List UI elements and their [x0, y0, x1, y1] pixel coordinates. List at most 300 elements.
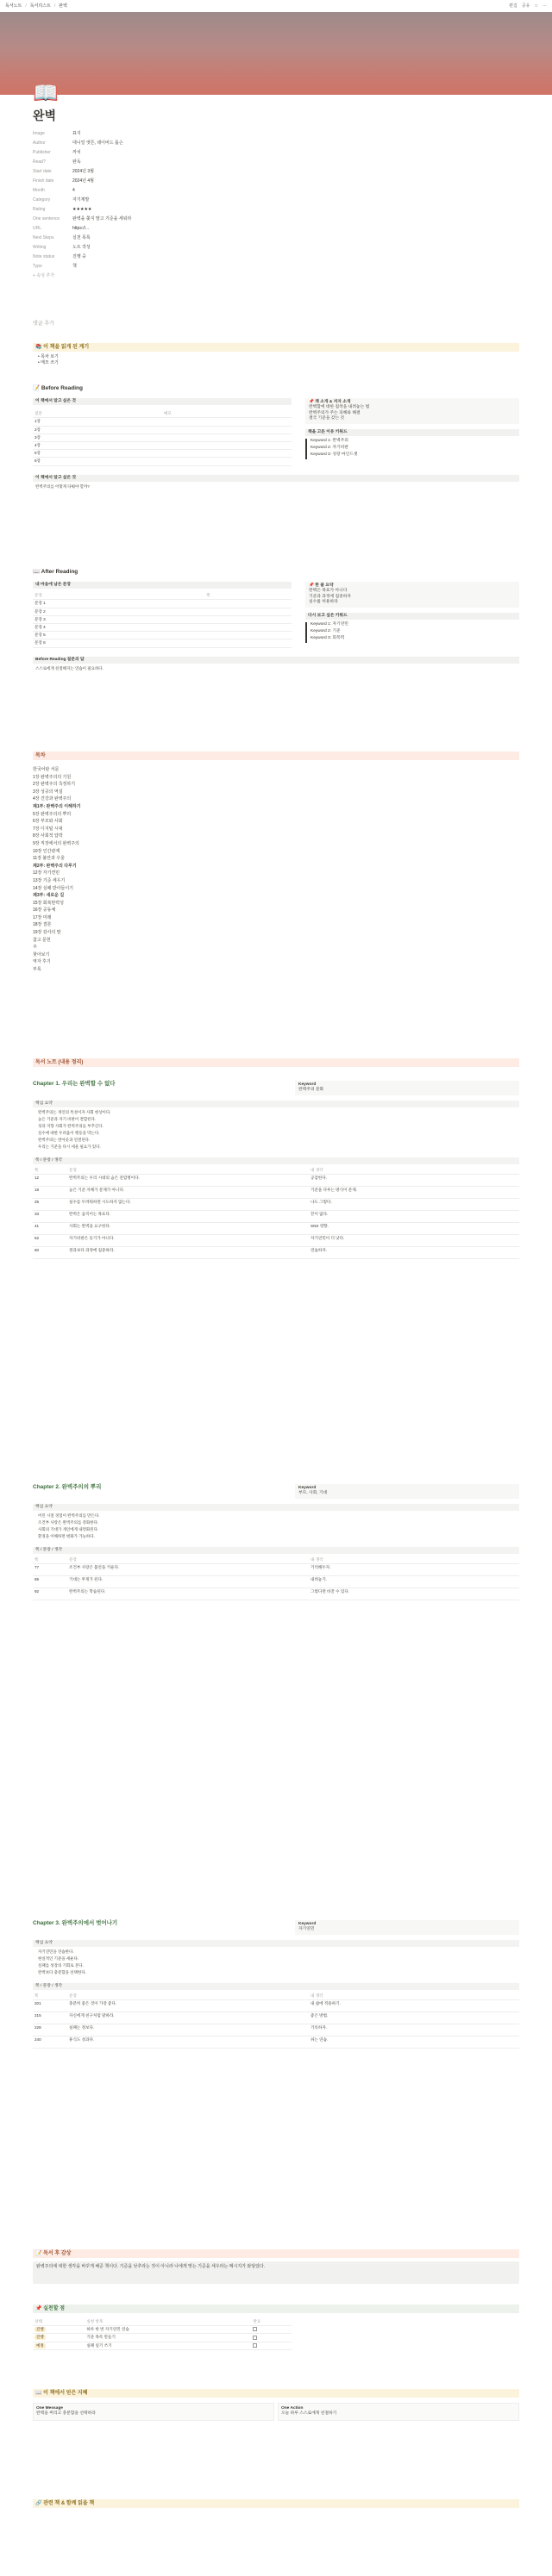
comment-placeholder[interactable]: 댓글 추가 [33, 321, 54, 327]
property-row[interactable] [33, 253, 516, 262]
table-cell[interactable]: 6장 [33, 458, 162, 465]
table-cell[interactable]: 4장 [33, 441, 162, 449]
table-cell[interactable] [162, 458, 292, 465]
table-cell[interactable]: 공감한다. [309, 1175, 519, 1187]
toc-item[interactable]: 18장 결론 [33, 922, 52, 928]
column-header: 쪽 [33, 1556, 67, 1564]
properties [33, 129, 516, 281]
summary-label: 핵심 요약 [33, 1940, 519, 1947]
table-cell[interactable]: 18 [33, 1187, 67, 1199]
chapter-title: Chapter 3. 완벽주의에서 벗어나기 [33, 1920, 118, 1926]
summary-item: 완벽보다 충분함을 선택한다. [38, 1969, 86, 1974]
toc-item[interactable]: 12장 자기연민 [33, 870, 60, 876]
property-value[interactable]: https://... [72, 226, 90, 232]
toc-item[interactable]: 11장 불안과 우울 [33, 856, 65, 862]
property-value[interactable]: 노트 작성 [72, 245, 91, 251]
toc-item[interactable]: 한국어판 서문 [33, 767, 60, 772]
table-cell[interactable]: 연습하자. [309, 1247, 519, 1259]
property-value[interactable]: 실천 목록 [72, 235, 91, 241]
more-icon[interactable]: ⋯ [543, 3, 547, 9]
table-cell[interactable]: 3장 [33, 433, 162, 441]
done-checkbox[interactable] [251, 2334, 292, 2342]
toc-item[interactable]: 제2부: 완벽주의 다루기 [33, 863, 77, 869]
intro-line: 완벽함에 대한 집착을 내려놓는 법 [309, 405, 370, 410]
keyword-value[interactable]: 완벽주의 문화 [298, 1088, 324, 1093]
column-header: 완료 [251, 2318, 292, 2326]
table-cell[interactable]: 201 [33, 2000, 67, 2012]
table-cell[interactable]: 완벽은 움직이는 목표다. [67, 1211, 309, 1223]
summary-label: 핵심 요약 [33, 1101, 519, 1107]
summary-item: 완벽주의는 개인의 특성이자 사회 현상이다. [38, 1109, 111, 1114]
one-action-title: One Action [281, 2406, 304, 2411]
breadcrumb-item[interactable]: 완벽 [59, 3, 67, 9]
chapter-keyword-box [295, 1920, 519, 1935]
table-row[interactable] [33, 1576, 519, 1588]
summary-item: 자기연민을 연습한다. [38, 1949, 74, 1954]
summary-label: 핵심 요약 [33, 1504, 519, 1511]
table-cell[interactable]: 내려놓기. [309, 1576, 519, 1588]
page-title[interactable]: 완벽 [33, 109, 57, 123]
column-header: 상태 [33, 2318, 85, 2326]
action-section [33, 2305, 519, 2350]
summary-item: 실패를 성장의 기회로 본다. [38, 1962, 84, 1968]
keyword-label: Keyword [298, 1922, 317, 1926]
column-header: 쪽 [204, 592, 292, 600]
column-header: 질문 [33, 410, 162, 418]
table-cell[interactable]: 기준 목록 만들기 [85, 2334, 251, 2342]
property-row[interactable] [33, 234, 516, 243]
breadcrumb-item[interactable]: 독서노트 [5, 3, 22, 9]
chapter-table [33, 1993, 519, 2049]
table-row[interactable] [33, 450, 292, 458]
table-cell[interactable]: 자기연민이 더 낫다. [309, 1235, 519, 1247]
summary-item: 높은 기준과 자기 비판이 결합된다. [38, 1116, 97, 1121]
table-row[interactable] [33, 2000, 519, 2012]
table-row[interactable] [33, 1175, 519, 1187]
chapter-table-title: 쪽 / 문장 / 생각 [33, 1157, 519, 1164]
keyword-value[interactable]: 자기연민 [298, 1927, 315, 1932]
property-value[interactable]: 표지 [72, 131, 81, 137]
table-row[interactable] [33, 433, 292, 441]
table-cell[interactable]: 문장 4 [33, 623, 204, 631]
property-row[interactable] [33, 243, 516, 253]
toc-item[interactable]: 7장 디지털 시대 [33, 826, 63, 832]
summary-item: 조건부 사랑은 완벽주의를 강화한다. [38, 1519, 99, 1525]
table-cell[interactable]: 85 [33, 1576, 67, 1588]
toc-item[interactable]: 15장 회복탄력성 [33, 900, 64, 906]
summary-item: 어린 시절 경험이 완벽주의를 만든다. [38, 1513, 100, 1518]
reason-section [33, 343, 519, 366]
property-key: Author [33, 140, 46, 147]
property-row[interactable] [33, 196, 516, 205]
status-badge[interactable]: 진행 [33, 2326, 85, 2334]
toc-item[interactable]: 참고 문헌 [33, 937, 51, 943]
toc-item[interactable]: 5장 완벽주의의 뿌리 [33, 811, 72, 817]
table-cell[interactable] [162, 433, 292, 441]
column-header: 쪽 [33, 1167, 67, 1175]
property-value[interactable]: 까치 [72, 150, 81, 156]
property-key: Writing [33, 245, 47, 251]
table-row[interactable] [33, 2326, 292, 2334]
before-reading-heading: 📝 Before Reading [33, 385, 83, 391]
column-header: 쪽 [33, 1993, 67, 2000]
before-reading-section [33, 385, 519, 492]
notes-heading: 독서 노트 (내용 정리) [33, 1058, 519, 1067]
done-checkbox[interactable] [251, 2342, 292, 2349]
table-cell[interactable] [204, 623, 292, 631]
keyword-title: 다시 보고 싶은 키워드 [305, 613, 519, 620]
after-table-title: 내 마음에 남은 문장 [33, 582, 292, 589]
table-row[interactable] [33, 1211, 519, 1223]
table-cell[interactable] [204, 600, 292, 608]
column-header: 문장 [67, 1556, 309, 1564]
done-checkbox[interactable] [251, 2326, 292, 2334]
table-cell[interactable]: 결과보다 과정에 집중하라. [67, 1247, 309, 1259]
table-cell[interactable]: 문장 2 [33, 608, 204, 615]
table-cell[interactable]: 그렇다면 바꿀 수 있다. [309, 1588, 519, 1600]
property-key: Month [33, 188, 45, 194]
property-key: Image [33, 131, 45, 137]
keyword-label: Keyword [298, 1082, 317, 1087]
property-value[interactable]: 대니얼 앳튼, 데이비드 롭슨 [72, 140, 123, 147]
keyword-item: Keyword 1: 자기연민 [305, 622, 519, 629]
table-cell[interactable] [162, 426, 292, 433]
table-cell[interactable] [162, 450, 292, 458]
edit-button[interactable]: 편집 [509, 3, 518, 9]
one-message-title: One Message [36, 2406, 63, 2411]
property-key: Category [33, 197, 51, 203]
after-reading-heading: 📖 After Reading [33, 569, 78, 575]
chapter-title: Chapter 2. 완벽주의의 뿌리 [33, 1484, 102, 1490]
chapter-keyword-box [295, 1081, 519, 1095]
property-row[interactable] [33, 148, 516, 158]
book-intro-box [305, 398, 519, 424]
table-cell[interactable]: 끝이 없다. [309, 1211, 519, 1223]
table-cell[interactable]: 휴식도 성과다. [67, 2036, 309, 2049]
table-row[interactable] [33, 1564, 519, 1576]
property-key: One sentence [33, 216, 60, 222]
column-header: 실천 항목 [85, 2318, 251, 2326]
table-row[interactable] [33, 1199, 519, 1211]
question-text[interactable]: 완벽주의를 어떻게 다뤄야 할까? [35, 484, 90, 490]
column-header: 내 생각 [309, 1556, 519, 1564]
property-value[interactable]: 자기계발 [72, 197, 90, 203]
toc-item[interactable]: 14장 실패 받아들이기 [33, 885, 73, 891]
toc-item[interactable]: 19장 감사의 말 [33, 930, 61, 936]
property-key: Read? [33, 159, 46, 165]
table-cell[interactable]: 하루 한 번 자기연민 연습 [85, 2326, 251, 2334]
table-cell[interactable] [204, 639, 292, 647]
property-key: Type [33, 264, 42, 270]
share-button[interactable]: 공유 [521, 3, 530, 9]
top-actions [509, 3, 547, 9]
table-cell[interactable]: 문장 1 [33, 600, 204, 608]
table-cell[interactable]: 실패 일기 쓰기 [85, 2342, 251, 2349]
keyword-item: Keyword 3: 성장 마인드셋 [305, 452, 519, 459]
chapter-section [33, 1920, 519, 2049]
table-row[interactable] [33, 2036, 519, 2049]
one-message-text[interactable]: 완벽을 버리고 충분함을 선택하라 [36, 2411, 96, 2417]
chapter-table [33, 1556, 519, 1600]
table-cell[interactable]: 77 [33, 1564, 67, 1576]
table-cell[interactable]: 기억해두자. [309, 1564, 519, 1576]
property-value[interactable]: 완벽을 쫓지 말고 기준을 세워라 [72, 216, 132, 222]
table-cell[interactable]: SNS 영향. [309, 1223, 519, 1235]
intro-line: 결국 기준을 갖는 것 [309, 416, 345, 421]
table-cell[interactable]: 228 [33, 2024, 67, 2036]
table-cell[interactable]: 기대는 무게가 된다. [67, 1576, 309, 1588]
table-cell[interactable]: 완벽주의는 우리 시대의 숨은 전염병이다. [67, 1175, 309, 1187]
table-cell[interactable]: 25 [33, 1199, 67, 1211]
property-key: Rating [33, 207, 46, 213]
action-table [33, 2318, 292, 2350]
toc-item[interactable]: 부록 [33, 967, 41, 973]
table-cell[interactable]: 5장 [33, 450, 162, 458]
table-row[interactable] [33, 2342, 292, 2349]
property-value[interactable]: 2024년 3월 [72, 169, 94, 175]
keyword-item: Keyword 2: 자기비판 [305, 446, 519, 452]
table-row[interactable] [33, 1247, 519, 1259]
chapter-title: Chapter 1. 우리는 완벽할 수 없다 [33, 1081, 116, 1087]
table-cell[interactable] [162, 441, 292, 449]
table-row[interactable] [33, 600, 292, 608]
property-key: Note status [33, 254, 55, 260]
question-title: 이 책에서 알고 싶은 것 [33, 475, 519, 482]
table-cell[interactable] [204, 632, 292, 639]
table-cell[interactable] [204, 608, 292, 615]
property-value[interactable]: 진행 중 [72, 254, 86, 260]
notes-section [33, 1058, 519, 1067]
reason-heading: 📚 이 책을 읽게 된 계기 [33, 343, 519, 352]
keyword-item: Keyword 2: 기준 [305, 629, 519, 636]
book-intro-title: 📌 책 소개 & 저자 소개 [309, 399, 351, 404]
action-heading: 📌 실천할 점 [33, 2305, 519, 2313]
table-cell[interactable]: 쉬는 연습. [309, 2036, 519, 2049]
table-cell[interactable]: 215 [33, 2012, 67, 2024]
property-key: Publisher [33, 150, 51, 156]
toc-item[interactable]: 9장 직장에서의 완벽주의 [33, 840, 79, 846]
keyword-item: Keyword 3: 회복력 [305, 636, 519, 643]
table-cell[interactable]: 60 [33, 1247, 67, 1259]
table-cell[interactable]: 문장 6 [33, 639, 204, 647]
impression-section [33, 2249, 519, 2284]
after-table [33, 592, 292, 647]
table-row[interactable] [33, 1235, 519, 1247]
property-row[interactable] [33, 224, 516, 234]
property-value[interactable]: 책 [72, 264, 77, 270]
toc-item[interactable]: 10장 인간관계 [33, 848, 60, 854]
chapter-section [33, 1484, 519, 1600]
table-cell[interactable]: 1장 [33, 418, 162, 426]
book-icon[interactable]: 📖 [33, 82, 59, 105]
property-row[interactable] [33, 215, 516, 224]
table-cell[interactable]: 완벽주의는 학습된다. [67, 1588, 309, 1600]
summary-title: 📌 한 줄 요약 [309, 583, 334, 588]
property-value[interactable]: 4 [72, 188, 75, 194]
table-cell[interactable]: 내 삶에 적용하기. [309, 2000, 519, 2012]
table-row[interactable] [33, 1223, 519, 1235]
property-key: Start date [33, 169, 52, 175]
table-cell[interactable]: 12 [33, 1175, 67, 1187]
property-row[interactable] [33, 139, 516, 148]
table-row[interactable] [33, 418, 292, 426]
table-cell[interactable]: 240 [33, 2036, 67, 2049]
wisdom-heading: 📖 이 책에서 얻은 지혜 [33, 2389, 519, 2398]
property-row[interactable] [33, 205, 516, 215]
table-cell[interactable]: 실패는 정보다. [67, 2024, 309, 2036]
toc-item[interactable]: 주 [33, 945, 37, 951]
keyword-value[interactable]: 부모, 사회, 기대 [298, 1491, 328, 1496]
column-header: 문장 [67, 1167, 309, 1175]
property-key: URL [33, 226, 42, 232]
related-heading: 🔗 관련 책 & 함께 읽을 책 [33, 2499, 519, 2508]
answer-title: Before Reading 질문의 답 [33, 657, 519, 664]
table-cell[interactable]: 기준을 다루는 방식이 문제. [309, 1187, 519, 1199]
table-cell[interactable] [204, 615, 292, 623]
toc-item[interactable]: 13장 기준 세우기 [33, 877, 66, 883]
chapter-keyword-box [295, 1484, 519, 1499]
table-row[interactable] [33, 2334, 292, 2342]
keyword-label: Keyword [298, 1486, 317, 1490]
table-cell[interactable]: 2장 [33, 426, 162, 433]
chapter-table-title: 쪽 / 문장 / 생각 [33, 1983, 519, 1990]
chapter-section [33, 1081, 519, 1259]
table-row[interactable] [33, 615, 292, 623]
breadcrumb-separator: / [53, 3, 56, 9]
table-cell[interactable]: 충분히 좋은 것이 가장 좋다. [67, 2000, 309, 2012]
property-key: Finish date [33, 178, 54, 184]
summary-line: 완벽은 목표가 아니다 [309, 589, 348, 594]
toc-item[interactable]: 제1부: 완벽주의 이해하기 [33, 803, 81, 809]
summary-item: 완벽주의는 번아웃과 연결된다. [38, 1137, 91, 1142]
toc-item[interactable]: 1장 완벽주의의 기원 [33, 774, 72, 780]
table-cell[interactable]: 33 [33, 1211, 67, 1223]
toc-item[interactable]: 4장 건강과 완벽주의 [33, 796, 72, 802]
after-reading-section [33, 569, 519, 674]
toc-list [33, 767, 519, 975]
property-row[interactable] [33, 186, 516, 196]
toc-item[interactable]: 16장 공동체 [33, 908, 56, 914]
table-cell[interactable]: 41 [33, 1223, 67, 1235]
toc-item[interactable]: 6장 부모와 사회 [33, 819, 63, 825]
column-header: 문장 [33, 592, 204, 600]
status-badge[interactable]: 예정 [33, 2342, 85, 2349]
chapter-table [33, 1167, 519, 1259]
answer-text[interactable]: 스스로에게 친절해지는 연습이 필요하다. [35, 666, 104, 671]
table-row[interactable] [33, 458, 292, 465]
table-cell[interactable]: 52 [33, 1235, 67, 1247]
chapter-table-title: 쪽 / 문장 / 생각 [33, 1547, 519, 1554]
cover-image[interactable] [0, 12, 552, 95]
comment-area[interactable] [33, 321, 519, 327]
table-cell[interactable]: 문장 5 [33, 632, 204, 639]
toc-section [33, 752, 519, 975]
breadcrumb [5, 3, 67, 9]
toc-item[interactable]: 17장 미래 [33, 914, 52, 920]
toc-heading: 목차 [33, 752, 519, 760]
table-cell[interactable]: 높은 기준 자체가 문제가 아니다. [67, 1187, 309, 1199]
one-message-box [33, 2403, 274, 2421]
impression-heading: 📝 독서 후 감상 [33, 2249, 519, 2258]
property-row[interactable] [33, 167, 516, 177]
one-action-text[interactable]: 오늘 하루 스스로에게 친절하기 [281, 2411, 337, 2417]
table-row[interactable] [33, 441, 292, 449]
table-cell[interactable]: 나도 그렇다. [309, 1199, 519, 1211]
property-value[interactable]: ★★★★★ [72, 207, 92, 213]
summary-item: 현실적인 기준을 세운다. [38, 1955, 79, 1961]
impression-text[interactable]: 완벽주의에 대한 생각을 바꾸게 해준 책이다. 기준을 낮추라는 것이 아니라 나에게 맞는 기준을 세우라는 메시지가 와닿았다. [33, 2261, 519, 2284]
one-action-box [278, 2403, 519, 2421]
property-key: Next Steps [33, 235, 54, 241]
toc-item[interactable]: 3장 성공의 역설 [33, 789, 63, 795]
related-section [33, 2499, 519, 2508]
keyword-title: 책을 고른 이유 키워드 [305, 429, 519, 436]
breadcrumb-item[interactable]: 독서리스트 [29, 3, 51, 9]
keyword-item: Keyword 1: 완벽주의 [305, 439, 519, 446]
column-header: 내 생각 [309, 1993, 519, 2000]
table-row[interactable] [33, 1187, 519, 1199]
table-cell[interactable]: 92 [33, 1588, 67, 1600]
table-cell[interactable]: 자기비판은 동기가 아니다. [67, 1235, 309, 1247]
summary-line: 기준과 과정에 집중하자 [309, 594, 352, 599]
intro-line: 완벽주의가 주는 피해와 해결 [309, 410, 361, 415]
table-row[interactable] [33, 426, 292, 433]
property-row[interactable] [33, 158, 516, 167]
column-header: 메모 [162, 410, 292, 418]
breadcrumb-separator: / [25, 3, 27, 9]
before-table-title: 이 책에서 알고 싶은 것 [33, 398, 292, 405]
property-row[interactable] [33, 129, 516, 139]
column-header: 문장 [67, 1993, 309, 2000]
summary-item: 성과 지향 사회가 완벽주의를 부추긴다. [38, 1123, 104, 1128]
table-row[interactable] [33, 623, 292, 631]
table-cell[interactable]: 조건부 사랑은 불안을 키운다. [67, 1564, 309, 1576]
summary-box [305, 582, 519, 608]
table-row[interactable] [33, 2024, 519, 2036]
property-row[interactable] [33, 177, 516, 186]
property-row[interactable] [33, 262, 516, 271]
table-row[interactable] [33, 1588, 519, 1600]
table-cell[interactable]: 자신에게 친구처럼 말하라. [67, 2012, 309, 2024]
table-cell[interactable]: 문장 3 [33, 615, 204, 623]
add-property-button[interactable]: + 속성 추가 [33, 273, 55, 279]
table-cell[interactable] [162, 418, 292, 426]
list-item: • 메모 쓰기 [38, 360, 59, 365]
status-badge[interactable]: 진행 [33, 2334, 85, 2342]
summary-item: 환경을 이해하면 변화가 가능하다. [38, 1533, 95, 1538]
favorite-icon[interactable]: ☆ [534, 3, 538, 9]
toc-item[interactable]: 8장 사회적 압박 [33, 833, 63, 839]
table-row[interactable] [33, 632, 292, 639]
toc-item[interactable]: 찾아보기 [33, 951, 50, 957]
property-value[interactable]: 완독 [72, 159, 81, 165]
table-row[interactable] [33, 639, 292, 647]
summary-item: 실수에 대한 두려움이 행동을 막는다. [38, 1130, 100, 1135]
top-bar [0, 0, 552, 12]
table-cell[interactable]: 사회는 완벽을 요구한다. [67, 1223, 309, 1235]
table-cell[interactable]: 실수를 두려워하면 시도하지 않는다. [67, 1199, 309, 1211]
table-row[interactable] [33, 608, 292, 615]
summary-line: 실수를 허용하라 [309, 600, 338, 605]
table-cell[interactable]: 좋은 방법. [309, 2012, 519, 2024]
toc-item[interactable]: 제3부: 새로운 길 [33, 893, 65, 899]
toc-item[interactable]: 역자 후기 [33, 959, 51, 965]
table-row[interactable] [33, 2012, 519, 2024]
table-cell[interactable]: 기록하자. [309, 2024, 519, 2036]
property-value[interactable]: 2024년 4월 [72, 178, 94, 184]
toc-item[interactable]: 2장 완벽주의 측정하기 [33, 782, 76, 788]
list-item: • 목차 보기 [38, 354, 59, 359]
